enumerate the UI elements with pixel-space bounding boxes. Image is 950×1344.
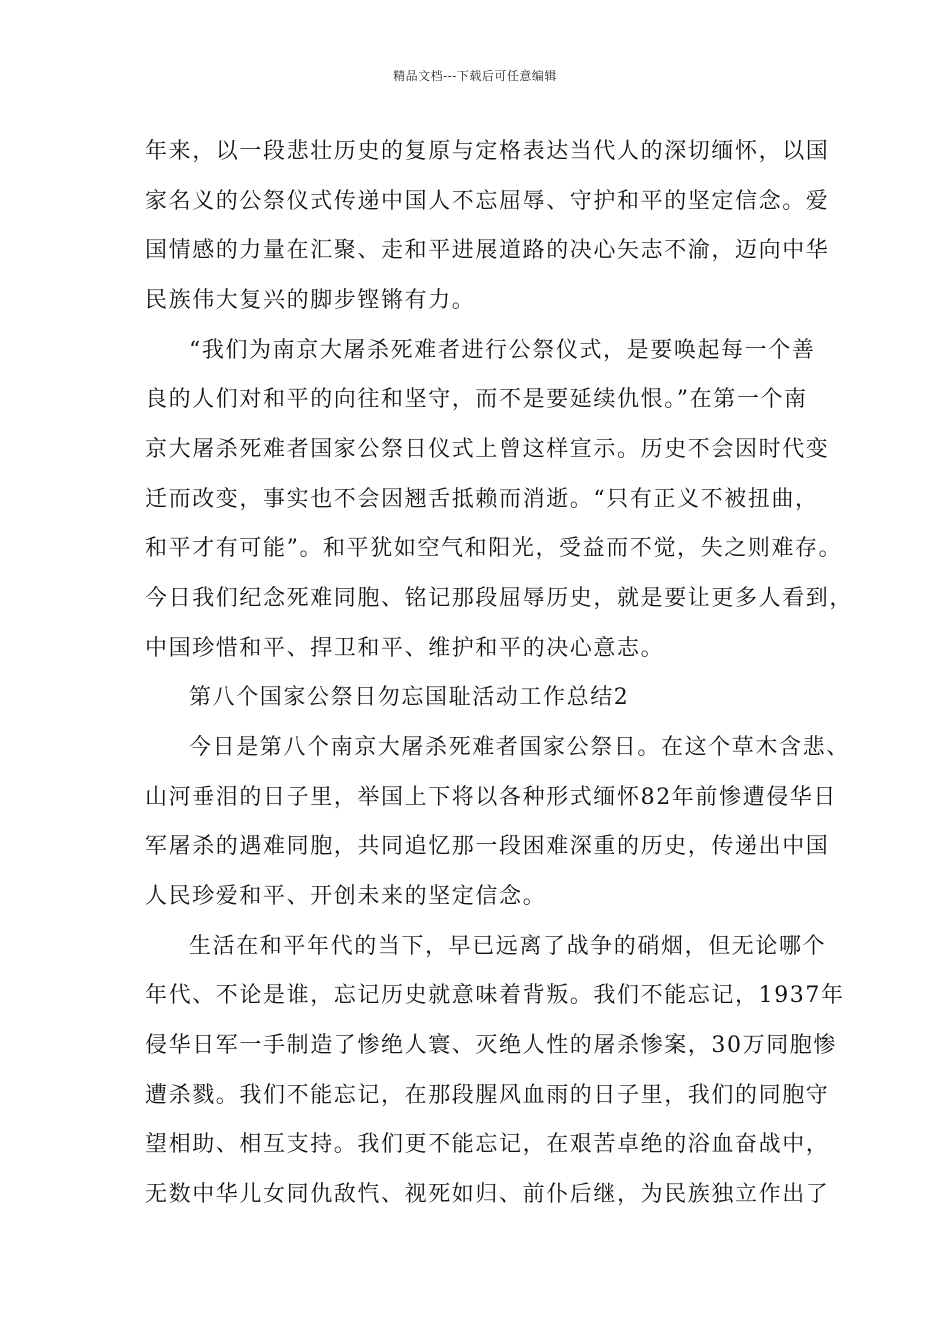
text-line: 年代、不论是谁，忘记历史就意味着背叛。我们不能忘记，1937年	[145, 983, 845, 1008]
text-line: 人民珍爱和平、开创未来的坚定信念。	[145, 884, 547, 909]
text-line: 年来，以一段悲壮历史的复原与定格表达当代人的深切缅怀，以国	[145, 139, 830, 164]
text-line: 国情感的力量在汇聚、走和平进展道路的决心矢志不渝，迈向中华	[145, 238, 830, 263]
text-line: 中国珍惜和平、捍卫和平、维护和平的决心意志。	[145, 636, 665, 661]
text-line: 无数中华儿女同仇敌忾、视死如归、前仆后继，为民族独立作出了	[145, 1182, 830, 1207]
paragraph-start-line: “我们为南京大屠杀死难者进行公祭仪式，是要唤起每一个善	[189, 338, 816, 363]
paragraph-start-line: 生活在和平年代的当下，早已远离了战争的硝烟，但无论哪个	[189, 934, 827, 959]
text-line: 家名义的公祭仪式传递中国人不忘屈辱、守护和平的坚定信念。爱	[145, 189, 830, 214]
page-header: 精品文档---下载后可任意编辑	[393, 69, 557, 83]
paragraph-start-line: 今日是第八个南京大屠杀死难者国家公祭日。在这个草木含悲、	[189, 735, 850, 760]
text-line: 山河垂泪的日子里，举国上下将以各种形式缅怀82年前惨遭侵华日	[145, 785, 837, 810]
text-line: 侵华日军一手制造了惨绝人寰、灭绝人性的屠杀惨案，30万同胞惨	[145, 1033, 837, 1058]
text-line: 望相助、相互支持。我们更不能忘记，在艰苦卓绝的浴血奋战中，	[145, 1132, 830, 1157]
text-line: 遭杀戮。我们不能忘记，在那段腥风血雨的日子里，我们的同胞守	[145, 1083, 830, 1108]
text-line: 良的人们对和平的向往和坚守，而不是要延续仇恨。”在第一个南	[145, 387, 808, 412]
text-line: 民族伟大复兴的脚步铿锵有力。	[145, 288, 476, 313]
text-line: 今日我们纪念死难同胞、铭记那段屈辱历史，就是要让更多人看到，	[145, 586, 854, 611]
text-line: 京大屠杀死难者国家公祭日仪式上曾这样宣示。历史不会因时代变	[145, 437, 830, 462]
text-line: 军屠杀的遇难同胞，共同追忆那一段困难深重的历史，传递出中国	[145, 834, 830, 859]
section-title: 第八个国家公祭日勿忘国耻活动工作总结2	[189, 685, 630, 710]
text-line: 和平才有可能”。和平犹如空气和阳光，受益而不觉，失之则难存。	[145, 536, 843, 561]
text-line: 迁而改变，事实也不会因翘舌抵赖而消逝。“只有正义不被扭曲，	[145, 487, 819, 512]
